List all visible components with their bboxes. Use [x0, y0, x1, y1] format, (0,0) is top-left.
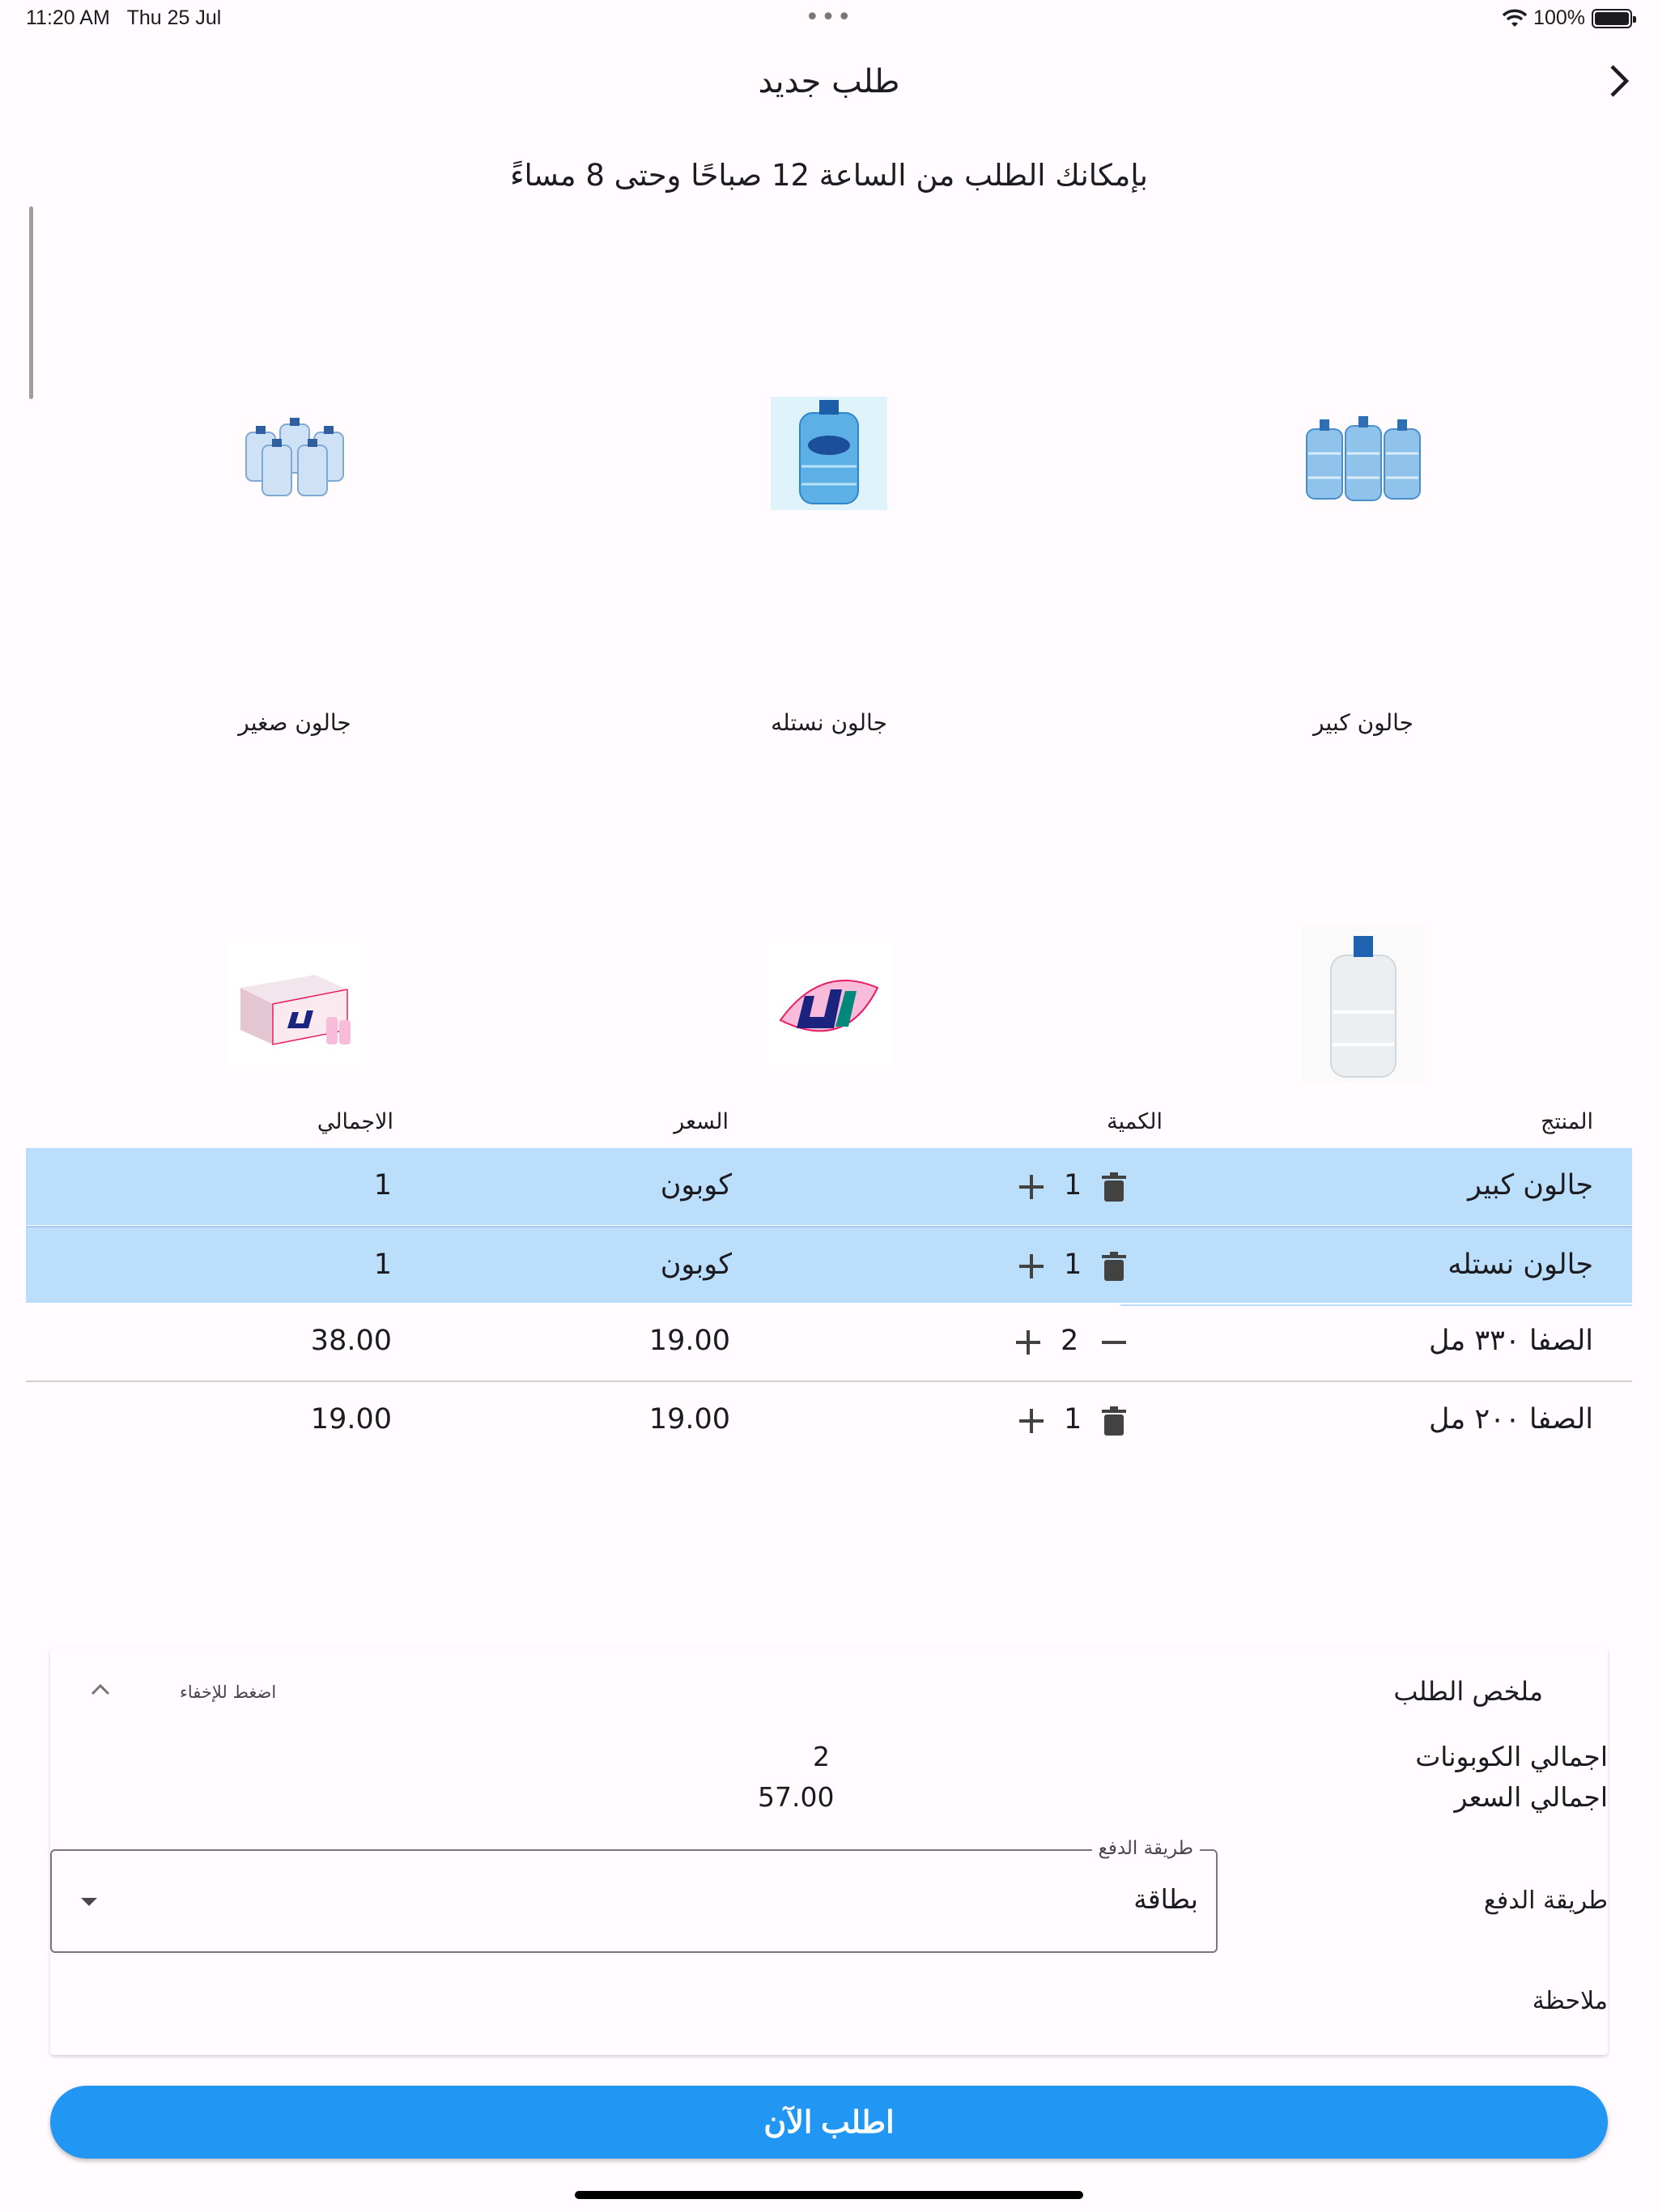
product-tile-white-gallon[interactable] — [1282, 923, 1444, 1085]
status-time: 11:20 AM Thu 25 Jul — [26, 6, 222, 29]
battery-icon — [1592, 9, 1632, 28]
safa-logo-image — [764, 939, 894, 1069]
hide-hint[interactable]: اضغط للإخفاء — [180, 1682, 277, 1702]
row-product: جالون نستله — [1448, 1249, 1593, 1281]
trash-icon — [1102, 1252, 1126, 1281]
status-right — [1503, 6, 1632, 30]
row-total: 38.00 — [310, 1325, 392, 1357]
coupons-total-value: 2 — [813, 1741, 830, 1772]
scrollbar[interactable] — [29, 206, 33, 399]
row-price: 19.00 — [648, 1325, 730, 1357]
row-quantity: 1 — [1064, 1403, 1082, 1436]
row-quantity: 1 — [1064, 1249, 1082, 1281]
row-quantity: 2 — [1061, 1325, 1079, 1357]
increase-button[interactable] — [1012, 1168, 1051, 1206]
trash-icon — [1102, 1406, 1126, 1436]
decrease-button[interactable] — [1095, 1323, 1133, 1362]
small-gallons-image — [230, 405, 359, 502]
table-row[interactable] — [26, 1226, 1632, 1303]
payment-field-legend: طريقة الدفع — [1092, 1838, 1200, 1859]
column-header-product: المنتج — [1540, 1109, 1593, 1134]
row-total: 1 — [373, 1249, 392, 1281]
increase-button[interactable] — [1012, 1402, 1051, 1440]
trash-icon — [1102, 1172, 1126, 1202]
row-product: الصفا ٣٣٠ مل — [1428, 1325, 1593, 1357]
back-button[interactable] — [1596, 58, 1642, 104]
three-gallons-image — [1299, 397, 1428, 510]
plus-icon — [1019, 1409, 1044, 1433]
product-tile-safa-200[interactable] — [214, 923, 376, 1085]
row-total: 19.00 — [310, 1403, 392, 1436]
price-total-value: 57.00 — [758, 1781, 835, 1813]
nestle-gallon-image — [764, 389, 894, 518]
table-row[interactable] — [26, 1304, 1632, 1380]
row-total: 1 — [373, 1169, 392, 1202]
wifi-icon — [1503, 9, 1527, 28]
delete-button[interactable] — [1095, 1247, 1133, 1286]
row-price: كوبون — [660, 1169, 732, 1202]
price-total-label: اجمالي السعر — [1454, 1781, 1608, 1813]
row-quantity: 1 — [1064, 1169, 1082, 1202]
safa-box-image — [226, 939, 363, 1069]
order-now-button[interactable]: اطلب الآن — [50, 2086, 1608, 2159]
page-title: طلب جديد — [758, 63, 900, 100]
product-tile-safa-330[interactable] — [748, 923, 910, 1085]
table-row[interactable] — [26, 1148, 1632, 1225]
chevron-right-icon — [1607, 63, 1631, 99]
row-divider — [1120, 1304, 1632, 1306]
row-product: جالون كبير — [1468, 1169, 1593, 1202]
delete-button[interactable] — [1095, 1168, 1133, 1206]
plus-icon — [1019, 1254, 1044, 1278]
product-tile-large-gallon[interactable] — [1282, 372, 1444, 534]
minus-icon — [1102, 1330, 1126, 1355]
row-price: كوبون — [660, 1249, 732, 1281]
ordering-hours-text: بإمكانك الطلب من الساعة 12 صباحًا وحتى 8 مساءً — [510, 158, 1148, 193]
product-label: جالون نستله — [771, 709, 887, 736]
note-label[interactable]: ملاحظة — [1532, 1987, 1608, 2015]
dropdown-caret-icon — [81, 1898, 97, 1906]
home-indicator[interactable] — [575, 2191, 1083, 2199]
payment-method-select[interactable] — [50, 1838, 1218, 1953]
payment-method-label: طريقة الدفع — [1483, 1887, 1608, 1915]
row-product: الصفا ٢٠٠ مل — [1428, 1403, 1593, 1436]
column-header-quantity: الكمية — [1107, 1109, 1163, 1134]
increase-button[interactable] — [1012, 1247, 1051, 1286]
plus-icon — [1016, 1330, 1040, 1355]
product-label: جالون كبير — [1313, 709, 1414, 736]
battery-percent: 100% — [1533, 6, 1585, 29]
increase-button[interactable] — [1009, 1323, 1048, 1362]
product-tile-small-gallon[interactable] — [214, 372, 376, 534]
collapse-button[interactable] — [91, 1682, 115, 1702]
summary-title: ملخص الطلب — [1393, 1676, 1543, 1707]
coupons-total-label: اجمالي الكوبونات — [1415, 1741, 1608, 1772]
product-tile-nestle-gallon[interactable] — [748, 372, 910, 534]
table-row[interactable] — [26, 1380, 1632, 1457]
white-gallon-image — [1299, 923, 1428, 1085]
plus-icon — [1019, 1175, 1044, 1199]
payment-selected-value: بطاقة — [1133, 1883, 1198, 1915]
chevron-up-icon — [91, 1682, 110, 1695]
row-price: 19.00 — [648, 1403, 730, 1436]
product-label: جالون صغير — [238, 709, 351, 736]
column-header-total: الاجمالي — [317, 1109, 393, 1134]
delete-button[interactable] — [1095, 1402, 1133, 1440]
multitask-dots[interactable]: ••• — [805, 3, 853, 32]
column-header-price: السعر — [674, 1109, 729, 1134]
